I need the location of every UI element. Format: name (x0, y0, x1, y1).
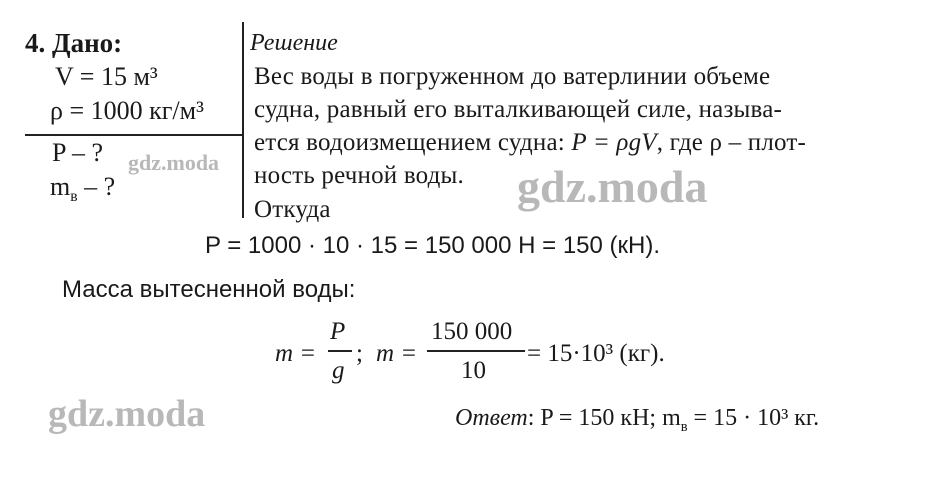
mass-formula-lhs-2 (376, 340, 417, 368)
answer-text-2: = 15 · 10³ кг. (687, 405, 820, 431)
find-mass-symbol: m (50, 172, 71, 201)
mass-formula-m1: m = (275, 340, 317, 367)
solution-line-3 (254, 129, 806, 157)
answer-label: Ответ (455, 405, 528, 431)
solution-line-2: судна, равный его выталкивающей силе, называ- (254, 96, 783, 123)
weight-calculation: P = 1000 · 10 · 15 = 150 000 Н = 150 (кН). (205, 232, 661, 259)
given-density: ρ = 1000 кг/м³ (50, 96, 204, 125)
find-mass (50, 172, 116, 206)
solution-line-3-text: ется водоизмещением судна: (254, 129, 572, 156)
formula-separator: ; (356, 340, 363, 367)
watermark-1: gdz.moda (128, 150, 220, 175)
fraction1-numerator-text: P (330, 318, 346, 345)
solution-line-1: Вес воды в погруженном до ватерлинии объеме (254, 63, 771, 90)
solution-line-4: ность речной воды. (254, 162, 465, 189)
fraction1-bar (328, 350, 352, 352)
solution-line-3-tail: , где ρ – плот- (656, 129, 807, 156)
answer-text-1: : P = 150 кН; m (527, 405, 681, 431)
weight-formula: P = ρgV (571, 129, 657, 156)
fraction2-denominator: 10 (461, 357, 486, 384)
mass-label: Масса вытесненной воды: (62, 276, 356, 303)
watermark-2: gdz.moda (517, 161, 708, 212)
given-volume: V = 15 м³ (55, 62, 158, 91)
fraction1-denominator-text: g (332, 357, 345, 384)
given-divider (25, 134, 242, 136)
fraction2-bar (427, 350, 525, 352)
fraction2-numerator: 150 000 (431, 318, 513, 345)
find-mass-question: – ? (77, 172, 116, 201)
solution-line-5: Откуда (254, 196, 331, 223)
problem-number: 4. Дано: (25, 28, 123, 58)
mass-result: = 15·10³ (кг). (527, 340, 665, 367)
answer (455, 405, 820, 435)
answer-subscript: в (680, 418, 688, 435)
find-weight: P – ? (52, 138, 104, 167)
watermark-3: gdz.moda (48, 393, 206, 435)
fraction1-denominator (332, 357, 345, 385)
fraction1-numerator (330, 318, 345, 346)
given-solution-separator (242, 22, 244, 218)
mass-formula-m2: m = (376, 340, 418, 367)
solution-heading: Решение (250, 30, 338, 56)
mass-formula-lhs (275, 340, 316, 368)
find-mass-subscript: в (70, 188, 78, 206)
